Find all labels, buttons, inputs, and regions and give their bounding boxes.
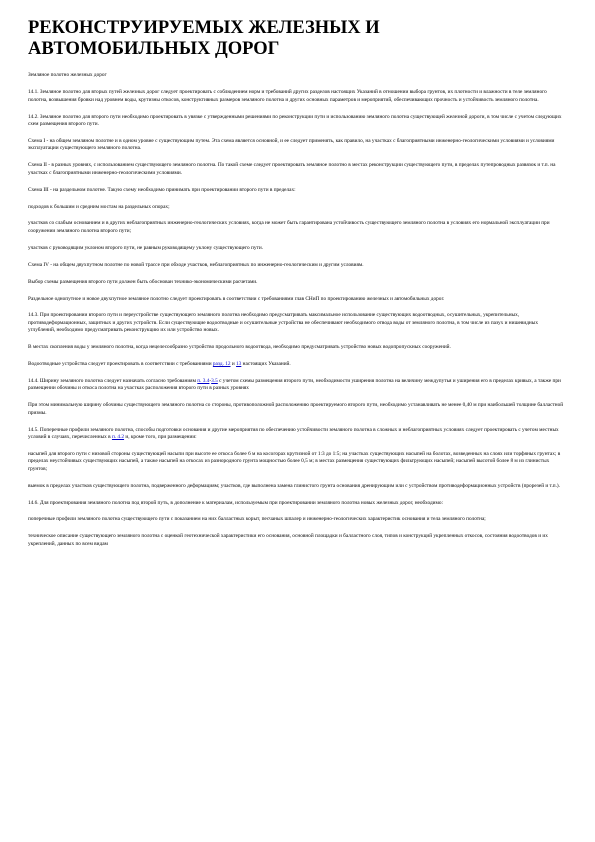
paragraph-text: с учетом схемы размещения второго пути, необходимости уширения полотна на величину междупутья и уширения его в пределах кривых, а также при размещении обочины и откоса полотна на участках расположения второго пути в разных уровнях [28,377,561,392]
paragraph: 14.3. При проектировании второго пути и переустройстве существующего земляного полотна необходимо предусматривать максимальное использование существующих водоотводных, осушительных, укрепительных, противодеформационных, защитных и других устройств. Если существующие водоотводные и осушительные устройства не обеспечивают необходимого отвода воды от земляного полотна, в том числе из пазух и нишевидных углублений, необходимо предусматривать реконструкцию их или устройство новых. [28,312,538,334]
page-title: РЕКОНСТРУИРУЕМЫХ ЖЕЛЕЗНЫХ И АВТОМОБИЛЬНЫХ ДОРОГ [28,18,380,59]
paragraph: подходов к большим и средним мостам на раздельных опорах; [28,203,170,210]
link-clause-3-5[interactable]: 3.5 [211,377,218,384]
paragraph: 14.6. Для проектирования земляного полотна под второй путь, в дополнение к материалам, используемым при проектировании земляного полотна новых железных дорог, необходимо: [28,499,443,506]
paragraph: Выбор схемы размещения второго пути должен быть обоснован технико-экономическими расчетами. [28,278,258,285]
paragraph-with-links [28,361,565,368]
paragraph: участков с руководящим уклоном второго пути, не равным руководящему уклону существующего пути. [28,244,263,251]
paragraph: 14.1. Земляное полотно для вторых путей железных дорог следует проектировать с соблюдением норм и требований других разделов настоящих Указаний в отношении выбора грунтов, их плотности и влажности в теле земляного полотна, возвышения бровки над уровнем воды, крутизны откосов, конструктивных размеров земляного полотна и других основных параметров и мероприятий, обеспечивающих прочность и устойчивость земляного полотна. [28,89,547,103]
paragraph: Схема III - на раздельном полотне. Такую схему необходимо принимать при проектировании второго пути в пределах: [28,186,296,193]
link-section-12[interactable]: разд. 12 [212,361,231,368]
paragraph-text: 14.5. Поперечные профили земляного полотна, способы подготовки основания и другие мероприятия по обеспечению устойчивости земляного полотна в сложных и неблагоприятных условиях следует проектировать с учетом местных условий в случаях, перечисленных в [28,426,559,440]
paragraph: 14.2. Земляное полотно для второго пути необходимо проектировать в увязке с утвержденными решениями по реконструкции пути и использованию земляного полотна существующей железной дороги, в том числе с учетом следующих схем размещения второго пути. [28,113,562,128]
paragraph-text: - [209,377,212,384]
paragraph: Схема IV - на общем двухпутном полотне по новой трассе при обходе участков, неблагоприятных по инженерно-геологическим и другим условиям. [28,261,364,268]
paragraph-text: настоящих Указаний. [242,361,291,368]
paragraph: В местах скопления воды у земляного полотна, когда нецелесообразно устройство продольного водоотвода, необходимо предусматривать устройство новых водопропускных сооружений. [28,344,451,351]
paragraph: Раздельное однопутное и новое двухпутное земляное полотно следует проектировать в соответствии с требованиями глав СНиП по проектированию железных и автомобильных дорог. [28,295,445,302]
link-section-13[interactable]: 13 [236,361,242,368]
paragraph-text: и, кроме того, при размещении: [125,433,197,440]
paragraph-text: 14.4. Ширину земляного полотна следует назначать согласно требованиям [28,377,196,384]
paragraph-text: и [231,361,235,368]
paragraph: выемок в пределах участков существующего полотна, подверженного деформациям; участков, где выполнена замена глинистого грунта основания дренирующим или с устройством противодеформационных устройств (прорезей и т.п.). [28,482,561,489]
paragraph-with-links [28,378,565,393]
paragraph: При этом минимальную ширину обочины существующего земляного полотна со стороны, противоположной расположению проектируемого второго пути, необходимо устанавливать не менее 0,40 м при наибольшей толщине балластной призмы. [28,402,564,416]
paragraph: техническое описание существующего земляного полотна с оценкой геотехнической характеристики его основания, основной площадки и балластного слоя, типов и конструкций укрепленных откосов, состояния водоотводов и их укреплений, данных по всем видам [28,533,548,547]
section-subheading: Земляное полотно железных дорог [28,72,107,78]
paragraph-text: Водоотводные устройства следует проектировать в соответствии с требованиями [28,361,212,368]
paragraph: поперечные профили земляного полотна существующего пути с показанием на них балластных корыт, песчаных шпалер и инженерно-геологических характеристик основания и тела земляного полотна; [28,516,486,523]
link-clause-4-2[interactable]: п. 4.2 [111,433,125,440]
paragraph: Схема I - на общем земляном полотне и в одном уровне с существующим путем. Эта схема является основной, и ее следует применять, как правило, на участках с благоприятными инженерно-геологическими условиями и условиями эксплуатации существующего земляного полотна. [28,138,555,152]
paragraph: участков со слабым основанием и в других неблагоприятных инженерно-геологических условиях, когда не может быть гарантирована устойчивость существующего земляного полотна в условиях его нормальной эксплуатации при сооружении земляного полотна второго пути; [28,220,550,234]
paragraph-with-links [28,427,565,442]
paragraph: Схема II - в разных уровнях, с использованием существующего земляного полотна. По такой схеме следует проектировать земляное полотно в местах реконструкции существующего пути, в пределах путепроводных развязок и т.п. на участках с благоприятными инженерно-геологическими условиями. [28,162,556,176]
link-clause-3-4[interactable]: п. 3.4 [197,377,210,384]
paragraph: насыпей для второго пути с низовой стороны существующей насыпи при высоте ее откоса более 6 м на косогорах крутизной от 1:3 до 1:5; на участках существующих насыпей на болотах, возведенных на слоях или торфяных грунтах; в пределах неустойчивых существующих насыпей, а также насыпей на откосах из разнородного грунта мощностью более 0,5 м; в местах размещения существующих фильтрующих насыпей; насыпей высотой более 8 м из глинистых грунтов; [28,450,561,472]
